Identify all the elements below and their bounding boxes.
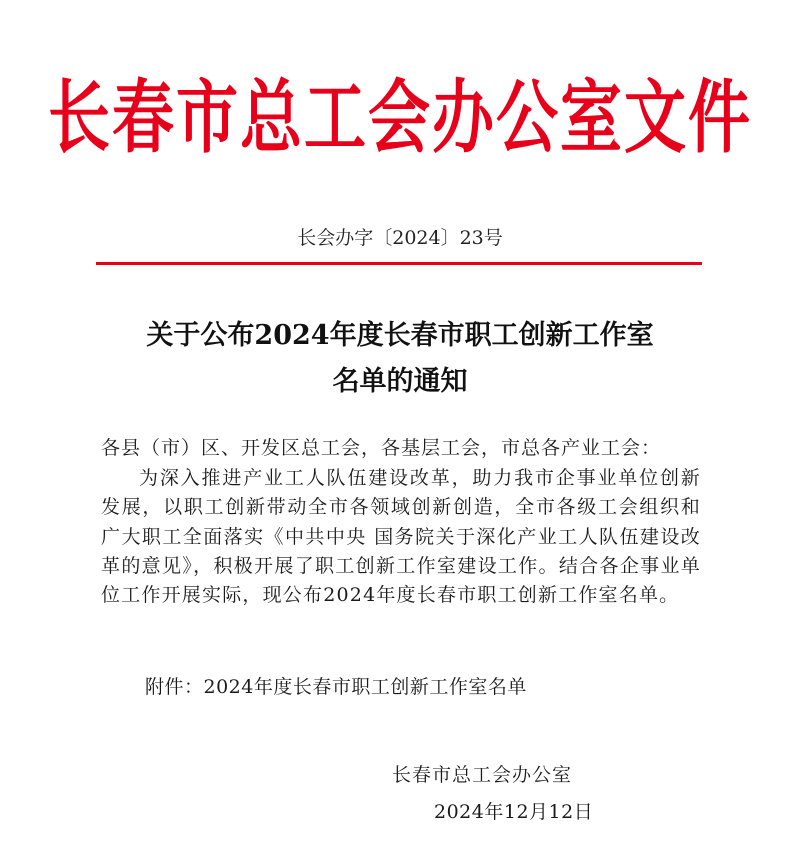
issuer-signature: 长春市总工会办公室 <box>392 764 573 786</box>
body-paragraph: 为深入推进产业工人队伍建设改革，助力我市企事业单位创新发展，以职工创新带动全市各领域创新创造，全市各级工会组织和广大职工全面落实《中共中央 国务院关于深化产业工人队伍建设改革的意见》，积极开展了职工创新工作室建设工作。结合各企事业单位工作开展实际，现公布2024年度长春市职工创新工作室名单。 <box>101 467 701 607</box>
red-separator-line <box>96 262 702 265</box>
notice-title-line-1: 关于公布2024年度长春市职工创新工作室 <box>146 320 654 351</box>
document-number: 长会办字〔2024〕23号 <box>297 227 503 249</box>
issue-date: 2024年12月12日 <box>434 801 594 823</box>
letterhead-title: 长春市总工会办公室文件 <box>47 70 752 165</box>
attachment-line: 附件：2024年度长春市职工创新工作室名单 <box>145 676 527 698</box>
salutation: 各县（市）区、开发区总工会，各基层工会，市总各产业工会： <box>101 437 662 459</box>
notice-title <box>0 313 800 405</box>
notice-title-line-2: 名单的通知 <box>332 366 468 397</box>
